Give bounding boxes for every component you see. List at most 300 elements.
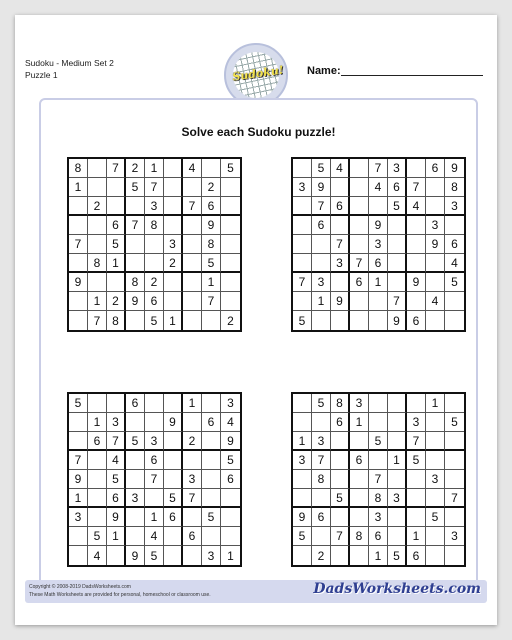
sudoku-cell: 8 (369, 489, 388, 508)
sudoku-cell (183, 216, 202, 235)
sudoku-cell: 6 (145, 451, 164, 470)
sudoku-cell (88, 508, 107, 527)
sudoku-cell: 1 (202, 273, 221, 292)
sudoku-cell: 6 (164, 508, 183, 527)
sudoku-cell: 6 (107, 216, 126, 235)
sudoku-cell (388, 216, 407, 235)
sudoku-cell (293, 470, 312, 489)
sudoku-cell: 9 (312, 178, 331, 197)
sudoku-cell: 8 (312, 470, 331, 489)
sudoku-cell: 8 (88, 254, 107, 273)
sudoku-cell: 5 (145, 311, 164, 330)
sudoku-cell (202, 394, 221, 413)
sudoku-cell: 5 (312, 159, 331, 178)
sudoku-cell (445, 451, 464, 470)
sudoku-cell (126, 527, 145, 546)
sudoku-cell: 5 (445, 273, 464, 292)
sudoku-cell: 1 (107, 527, 126, 546)
sudoku-cell (145, 235, 164, 254)
sudoku-cell (126, 311, 145, 330)
sudoku-cell: 3 (293, 451, 312, 470)
sudoku-cell: 6 (369, 527, 388, 546)
sudoku-cell (331, 508, 350, 527)
sudoku-cell: 1 (69, 178, 88, 197)
sudoku-cell: 2 (88, 197, 107, 216)
sudoku-cell: 1 (145, 508, 164, 527)
sudoku-cell: 1 (107, 254, 126, 273)
sudoku-cell (69, 254, 88, 273)
sudoku-cell (164, 292, 183, 311)
sudoku-cell (183, 292, 202, 311)
sudoku-cell: 5 (293, 527, 312, 546)
worksheet-page (15, 15, 497, 625)
sudoku-cell (331, 273, 350, 292)
sudoku-cell (350, 546, 369, 565)
sudoku-cell (426, 311, 445, 330)
sudoku-cell: 7 (126, 216, 145, 235)
sudoku-cell (293, 197, 312, 216)
sudoku-cell (426, 451, 445, 470)
sudoku-cell: 7 (145, 178, 164, 197)
sudoku-cell (426, 546, 445, 565)
sudoku-cell (407, 394, 426, 413)
sudoku-cell: 7 (407, 178, 426, 197)
sudoku-cell: 7 (107, 432, 126, 451)
sudoku-cell: 3 (202, 546, 221, 565)
sudoku-cell (145, 394, 164, 413)
sudoku-cell (164, 527, 183, 546)
sudoku-cell: 4 (107, 451, 126, 470)
sudoku-cell: 8 (126, 273, 145, 292)
sudoku-cell (88, 159, 107, 178)
sudoku-cell (331, 216, 350, 235)
sudoku-cell: 6 (145, 292, 164, 311)
sudoku-cell (331, 311, 350, 330)
sudoku-cell (202, 451, 221, 470)
sudoku-cell: 3 (350, 394, 369, 413)
sudoku-cell: 6 (126, 394, 145, 413)
sudoku-cell (126, 235, 145, 254)
sudoku-cell: 2 (126, 159, 145, 178)
sudoku-cell: 9 (369, 216, 388, 235)
sudoku-cell (88, 273, 107, 292)
sudoku-cell: 9 (388, 311, 407, 330)
sudoku-cell (88, 470, 107, 489)
sudoku-cell (369, 311, 388, 330)
sudoku-cell (69, 311, 88, 330)
sudoku-cell (407, 254, 426, 273)
sudoku-cell (445, 470, 464, 489)
sudoku-cell: 7 (202, 292, 221, 311)
sudoku-cell (388, 432, 407, 451)
sudoku-cell: 3 (407, 413, 426, 432)
sudoku-cell (407, 235, 426, 254)
sudoku-cell (426, 413, 445, 432)
sudoku-cell: 1 (350, 413, 369, 432)
sudoku-cell: 5 (407, 451, 426, 470)
sudoku-cell (407, 216, 426, 235)
sudoku-cell (164, 159, 183, 178)
sudoku-cell: 3 (221, 394, 240, 413)
sudoku-cell: 6 (331, 413, 350, 432)
sudoku-cell (221, 508, 240, 527)
sudoku-cell (164, 470, 183, 489)
sudoku-cell (183, 546, 202, 565)
sudoku-cell: 1 (407, 527, 426, 546)
copyright-text: Copyright © 2008-2019 DadsWorksheets.com (29, 584, 131, 590)
sudoku-cell: 1 (312, 292, 331, 311)
sudoku-cell (350, 470, 369, 489)
sudoku-cell: 5 (88, 527, 107, 546)
sudoku-cell: 5 (445, 413, 464, 432)
sudoku-cell (407, 159, 426, 178)
sudoku-cell (126, 508, 145, 527)
sudoku-cell: 7 (369, 470, 388, 489)
sudoku-cell: 5 (426, 508, 445, 527)
sudoku-cell (350, 508, 369, 527)
sudoku-cell (126, 413, 145, 432)
sudoku-cell (145, 413, 164, 432)
sudoku-cell (350, 159, 369, 178)
sudoku-cell: 7 (145, 470, 164, 489)
sudoku-cell: 7 (183, 489, 202, 508)
sudoku-cell (145, 254, 164, 273)
sudoku-cell: 3 (331, 254, 350, 273)
sudoku-cell: 8 (202, 235, 221, 254)
sudoku-cell: 6 (312, 508, 331, 527)
name-label: Name: (307, 65, 341, 77)
sudoku-cell (350, 235, 369, 254)
sudoku-cell (350, 292, 369, 311)
sudoku-cell (164, 178, 183, 197)
sudoku-cell: 9 (331, 292, 350, 311)
sudoku-cell (69, 216, 88, 235)
sudoku-cell (126, 254, 145, 273)
sudoku-cell: 6 (388, 178, 407, 197)
sudoku-cell (407, 489, 426, 508)
sudoku-cell: 5 (202, 254, 221, 273)
sudoku-cell: 6 (350, 451, 369, 470)
sudoku-cell (183, 235, 202, 254)
sudoku-cell (350, 311, 369, 330)
sudoku-cell: 7 (312, 197, 331, 216)
sudoku-cell (407, 470, 426, 489)
sudoku-cell (202, 527, 221, 546)
sudoku-cell (369, 197, 388, 216)
sudoku-cell (107, 394, 126, 413)
sudoku-cell (69, 197, 88, 216)
sudoku-cell: 1 (145, 159, 164, 178)
sudoku-cell (164, 273, 183, 292)
sudoku-cell: 1 (69, 489, 88, 508)
sudoku-cell: 4 (407, 197, 426, 216)
sudoku-cell (350, 216, 369, 235)
puzzle-label: Puzzle 1 (25, 70, 58, 80)
sudoku-cell (221, 527, 240, 546)
sudoku-cell: 4 (331, 159, 350, 178)
sudoku-cell (388, 235, 407, 254)
sudoku-cell (126, 451, 145, 470)
sudoku-cell: 5 (107, 235, 126, 254)
sudoku-cell (369, 413, 388, 432)
sudoku-cell (69, 546, 88, 565)
sudoku-cell: 9 (126, 292, 145, 311)
sudoku-cell (126, 470, 145, 489)
sudoku-cell: 6 (183, 527, 202, 546)
sudoku-cell (88, 394, 107, 413)
sudoku-cell: 1 (369, 546, 388, 565)
sudoku-cell: 7 (69, 451, 88, 470)
sudoku-cell: 5 (126, 432, 145, 451)
sudoku-cell: 8 (350, 527, 369, 546)
sudoku-cell: 6 (350, 273, 369, 292)
sudoku-cell: 4 (88, 546, 107, 565)
sudoku-cell: 3 (164, 235, 183, 254)
sudoku-cell (183, 311, 202, 330)
sudoku-cell (293, 489, 312, 508)
sudoku-cell: 5 (164, 489, 183, 508)
name-line (341, 75, 483, 76)
sudoku-cell (426, 273, 445, 292)
sudoku-cell (331, 178, 350, 197)
sudoku-cell (312, 311, 331, 330)
sudoku-cell: 2 (164, 254, 183, 273)
sudoku-cell (88, 178, 107, 197)
sudoku-cell: 9 (221, 432, 240, 451)
sudoku-cell: 2 (145, 273, 164, 292)
sudoku-cell (312, 254, 331, 273)
sudoku-cell (164, 546, 183, 565)
sudoku-cell: 9 (164, 413, 183, 432)
sudoku-cell: 6 (88, 432, 107, 451)
sudoku-cell (126, 197, 145, 216)
sudoku-cell (331, 470, 350, 489)
sudoku-cell: 8 (107, 311, 126, 330)
sudoku-cell (388, 413, 407, 432)
sudoku-cell: 2 (202, 178, 221, 197)
sudoku-cell (312, 489, 331, 508)
sudoku-cell (331, 451, 350, 470)
sudoku-cell: 4 (445, 254, 464, 273)
sudoku-cell: 1 (88, 413, 107, 432)
sudoku-cell (388, 273, 407, 292)
sudoku-cell (388, 508, 407, 527)
usage-note: These Math Worksheets are provided for personal, homeschool or classroom use. (29, 592, 211, 598)
sudoku-cell: 6 (202, 413, 221, 432)
sudoku-cell (407, 292, 426, 311)
sudoku-cell (350, 432, 369, 451)
sudoku-cell: 6 (407, 311, 426, 330)
sudoku-cell (183, 508, 202, 527)
sudoku-cell: 7 (183, 197, 202, 216)
sudoku-cell: 4 (183, 159, 202, 178)
sudoku-cell: 3 (388, 159, 407, 178)
sudoku-cell (164, 394, 183, 413)
sudoku-cell (293, 546, 312, 565)
sudoku-cell (202, 489, 221, 508)
sudoku-cell: 6 (221, 470, 240, 489)
sudoku-cell: 2 (183, 432, 202, 451)
sudoku-cell: 5 (145, 546, 164, 565)
sudoku-cell: 5 (369, 432, 388, 451)
sudoku-cell (183, 451, 202, 470)
sudoku-cell: 1 (88, 292, 107, 311)
sudoku-cell (293, 159, 312, 178)
sudoku-cell (202, 470, 221, 489)
sudoku-cell (445, 546, 464, 565)
sudoku-cell (202, 311, 221, 330)
sudoku-cell (312, 527, 331, 546)
sudoku-cell: 7 (312, 451, 331, 470)
sudoku-cell (369, 451, 388, 470)
sudoku-cell (350, 178, 369, 197)
sudoku-cell (312, 413, 331, 432)
sudoku-cell: 3 (388, 489, 407, 508)
sudoku-cell: 1 (388, 451, 407, 470)
sudoku-cell: 7 (107, 159, 126, 178)
sudoku-cell: 7 (293, 273, 312, 292)
sudoku-cell (88, 235, 107, 254)
sudoku-cell (369, 292, 388, 311)
sudoku-cell (221, 273, 240, 292)
sudoku-cell (426, 178, 445, 197)
sudoku-cell (183, 178, 202, 197)
sudoku-grid-3 (67, 392, 242, 567)
sudoku-cell: 7 (445, 489, 464, 508)
sudoku-cell: 3 (145, 432, 164, 451)
sudoku-cell (221, 235, 240, 254)
sudoku-cell: 5 (312, 394, 331, 413)
sudoku-cell (221, 178, 240, 197)
sudoku-cell (445, 311, 464, 330)
sudoku-cell: 5 (202, 508, 221, 527)
sudoku-cell: 9 (293, 508, 312, 527)
sudoku-cell: 2 (227, 313, 234, 328)
sudoku-cell: 5 (221, 159, 240, 178)
sudoku-cell: 6 (407, 546, 426, 565)
sudoku-cell: 9 (69, 470, 88, 489)
sudoku-cell: 5 (69, 394, 88, 413)
sudoku-cell: 6 (369, 254, 388, 273)
sudoku-cell (407, 508, 426, 527)
sudoku-cell: 7 (88, 311, 107, 330)
sudoku-cell (221, 292, 240, 311)
sudoku-cell: 5 (388, 546, 407, 565)
sudoku-cell: 7 (369, 159, 388, 178)
sudoku-cell: 1 (293, 432, 312, 451)
sudoku-cell (69, 292, 88, 311)
sudoku-cell (221, 489, 240, 508)
sudoku-cell (183, 273, 202, 292)
sudoku-cell: 1 (164, 311, 183, 330)
sudoku-cell (164, 451, 183, 470)
sudoku-grid-1 (67, 157, 242, 332)
sudoku-cell: 9 (126, 546, 145, 565)
sudoku-cell: 3 (369, 508, 388, 527)
sudoku-cell (202, 159, 221, 178)
puzzle-frame (39, 98, 478, 587)
sudoku-cell: 2 (107, 292, 126, 311)
sudoku-cell: 5 (331, 489, 350, 508)
sudoku-cell (221, 197, 240, 216)
sudoku-cell: 7 (388, 292, 407, 311)
sudoku-cell: 6 (312, 216, 331, 235)
sudoku-cell (350, 197, 369, 216)
sudoku-cell (331, 546, 350, 565)
sudoku-cell (221, 254, 240, 273)
sudoku-cell (426, 489, 445, 508)
sudoku-cell: 3 (445, 197, 464, 216)
sudoku-cell: 5 (221, 451, 240, 470)
sudoku-cell (221, 216, 240, 235)
sudoku-cell: 9 (202, 216, 221, 235)
sudoku-cell: 3 (312, 273, 331, 292)
sudoku-cell: 4 (221, 413, 240, 432)
dadsworksheets-logo: DadsWorksheets.com (313, 581, 481, 597)
sudoku-cell: 9 (445, 159, 464, 178)
sudoku-cell (445, 432, 464, 451)
sudoku-cell: 7 (69, 235, 88, 254)
sudoku-cell (293, 235, 312, 254)
sudoku-cell: 6 (107, 489, 126, 508)
instruction-title: Solve each Sudoku puzzle! (181, 125, 336, 139)
sudoku-cell: 3 (293, 178, 312, 197)
sudoku-cell: 4 (426, 292, 445, 311)
sudoku-cell (107, 273, 126, 292)
sudoku-cell: 7 (331, 235, 350, 254)
worksheet-header (25, 57, 114, 81)
sudoku-cell: 3 (312, 432, 331, 451)
sudoku-cell (88, 216, 107, 235)
sudoku-cell: 1 (426, 394, 445, 413)
sudoku-cell: 5 (388, 197, 407, 216)
sudoku-cell (426, 197, 445, 216)
sudoku-cell (388, 527, 407, 546)
sudoku-cell: 8 (69, 159, 88, 178)
set-title: Sudoku - Medium Set 2 (25, 58, 114, 68)
sudoku-cell: 7 (331, 527, 350, 546)
sudoku-cell (107, 197, 126, 216)
sudoku-cell: 3 (107, 413, 126, 432)
sudoku-cell: 1 (369, 273, 388, 292)
sudoku-cell: 6 (426, 159, 445, 178)
sudoku-cell (426, 254, 445, 273)
sudoku-cell: 5 (293, 311, 312, 330)
sudoku-cell: 6 (202, 197, 221, 216)
sudoku-cell (369, 394, 388, 413)
sudoku-logo-text: Sudoku! (231, 63, 285, 84)
sudoku-cell (183, 254, 202, 273)
sudoku-cell: 3 (426, 216, 445, 235)
sudoku-cell (293, 216, 312, 235)
sudoku-cell (107, 178, 126, 197)
sudoku-cell: 3 (126, 489, 145, 508)
footer-bar (25, 580, 487, 603)
sudoku-cell (293, 413, 312, 432)
sudoku-grid-4 (291, 392, 466, 567)
sudoku-cell (107, 546, 126, 565)
sudoku-cell: 1 (183, 394, 202, 413)
sudoku-cell: 9 (407, 273, 426, 292)
sudoku-cell (69, 413, 88, 432)
sudoku-cell: 5 (126, 178, 145, 197)
sudoku-cell: 3 (426, 470, 445, 489)
sudoku-cell (293, 254, 312, 273)
footer-copyright (29, 583, 211, 599)
sudoku-cell (69, 432, 88, 451)
sudoku-cell (445, 216, 464, 235)
sudoku-cell: 8 (145, 216, 164, 235)
